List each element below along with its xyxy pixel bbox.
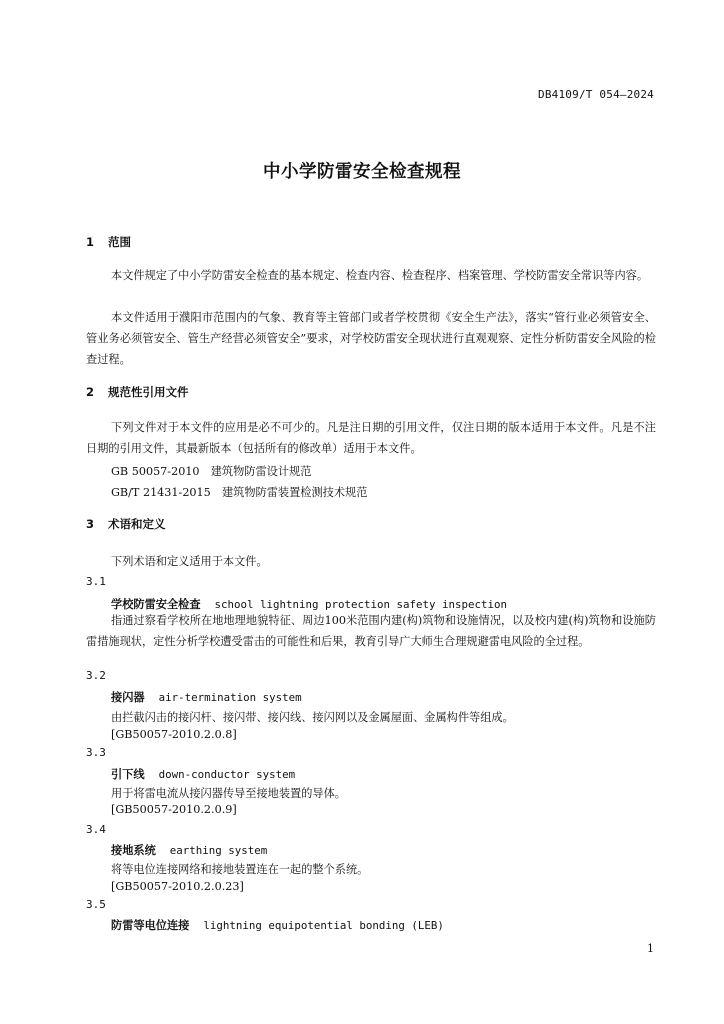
term-zh: 学校防雷安全检查 bbox=[111, 598, 201, 611]
term-zh: 防雷等电位连接 bbox=[111, 919, 190, 932]
term-en: lightning equipotential bonding (LEB) bbox=[203, 919, 444, 932]
reference-item: GB 50057-2010 建筑物防雷设计规范 bbox=[111, 465, 312, 478]
section-number: 1 bbox=[86, 235, 95, 249]
section-intro: 下列术语和定义适用于本文件。 bbox=[111, 555, 268, 568]
section-title: 规范性引用文件 bbox=[108, 385, 189, 399]
section-2-heading bbox=[86, 384, 189, 400]
paragraph: 下列文件对于本文件的应用是必不可少的。凡是注日期的引用文件，仅注日期的版本适用于本文件。凡是不注日期的引用文件，其最新版本（包括所有的修改单）适用于本文件。 bbox=[86, 421, 656, 455]
term-entry bbox=[111, 766, 295, 782]
term-en: air-termination system bbox=[158, 691, 302, 704]
section-1-heading bbox=[86, 234, 131, 250]
term-reference: [GB50057-2010.2.0.23] bbox=[111, 880, 244, 893]
term-entry bbox=[111, 689, 302, 705]
term-definition: 用于将雷电流从接闪器传导至接地装置的导体。 bbox=[111, 787, 346, 800]
term-en: down-conductor system bbox=[158, 768, 296, 781]
term-en: school lightning protection safety inspection bbox=[214, 598, 508, 611]
term-zh: 引下线 bbox=[111, 768, 145, 781]
section-title: 范围 bbox=[108, 235, 132, 249]
paragraph: 本文件适用于濮阳市范围内的气象、教育等主管部门或者学校贯彻《安全生产法》，落实“管行业必须管安全、管业务必须管安全、管生产经营必须管安全”要求，对学校防雷安全现状进行直观观察、定性分析防雷安全风险的检查过程。 bbox=[86, 311, 656, 366]
section-number: 3 bbox=[86, 517, 95, 531]
document-title: 中小学防雷安全检查规程 bbox=[263, 162, 461, 182]
term-reference: [GB50057-2010.2.0.9] bbox=[111, 803, 237, 816]
section-number: 2 bbox=[86, 385, 95, 399]
term-definition: 将等电位连接网络和接地装置连在一起的整个系统。 bbox=[111, 863, 369, 876]
term-zh: 接地系统 bbox=[111, 844, 156, 857]
reference-item: GB/T 21431-2015 建筑物防雷装置检测技术规范 bbox=[111, 486, 368, 499]
page-number: 1 bbox=[647, 942, 654, 955]
doc-number: DB4109/T 054—2024 bbox=[538, 88, 654, 101]
clause-number: 3.4 bbox=[86, 823, 106, 836]
clause-number: 3.2 bbox=[86, 669, 106, 682]
clause-number: 3.3 bbox=[86, 746, 106, 759]
term-reference: [GB50057-2010.2.0.8] bbox=[111, 728, 237, 741]
term-definition: 由拦截闪击的接闪杆、接闪带、接闪线、接闪网以及金属屋面、金属构件等组成。 bbox=[111, 711, 514, 724]
term-zh: 接闪器 bbox=[111, 691, 145, 704]
term-entry bbox=[111, 917, 444, 933]
clause-number: 3.5 bbox=[86, 898, 106, 911]
section-title: 术语和定义 bbox=[108, 517, 166, 531]
paragraph: 本文件规定了中小学防雷安全检查的基本规定、检查内容、检查程序、档案管理、学校防雷安全常识等内容。 bbox=[111, 269, 649, 282]
term-entry bbox=[111, 842, 267, 858]
term-definition: 指通过察看学校所在地地理地貌特征、周边100米范围内建(构)筑物和设施情况，以及校内建(构)筑物和设施防雷措施现状，定性分析学校遭受雷击的可能性和后果，教育引导广大师生合理规避雷电风险的全过程。 bbox=[86, 614, 656, 648]
term-en: earthing system bbox=[169, 844, 268, 857]
section-3-heading bbox=[86, 516, 166, 532]
clause-number: 3.1 bbox=[86, 575, 106, 588]
